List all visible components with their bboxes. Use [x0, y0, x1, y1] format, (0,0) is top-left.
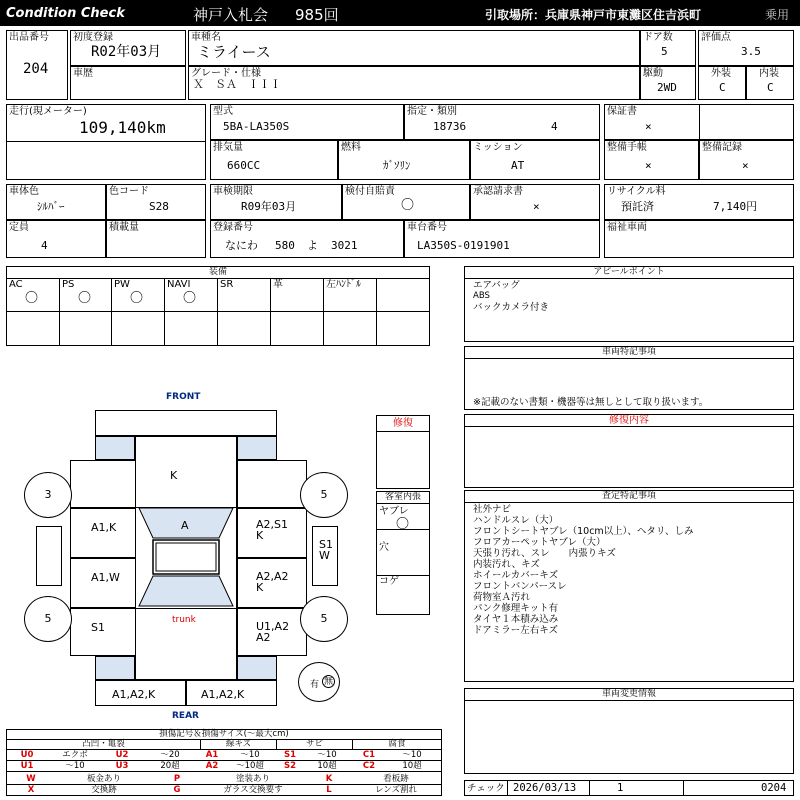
assessment-line-9: 荷物室Ａ汚れ	[473, 592, 531, 603]
record-value: ×	[742, 159, 749, 172]
legend-code-u3: U3	[115, 761, 129, 771]
check-label: チェック	[467, 783, 505, 794]
equipment-cell-lhd	[324, 279, 377, 345]
displacement-value: 660CC	[227, 159, 261, 172]
recycle-amount: 7,140円	[713, 200, 758, 213]
appeal-line-3: バックカメラ付き	[473, 302, 550, 313]
exterior-box	[698, 66, 746, 100]
car-name-value: ミライース	[197, 43, 271, 61]
warranty-divider	[699, 105, 700, 139]
change-title: 車両変更情報	[465, 689, 793, 701]
legend-row-4	[7, 785, 441, 796]
assessment-line-3: フロントシートヤブレ（10cm以上）、ヘタリ、しみ	[473, 526, 694, 537]
equipment-cell-navi	[165, 279, 218, 345]
equip-value-ps: 〇	[78, 291, 92, 306]
score-box	[698, 30, 794, 66]
legend-code-x: X	[27, 785, 35, 795]
insurance-box	[342, 184, 470, 220]
equip-label-ps: PS	[62, 279, 75, 290]
interior-row-3	[377, 576, 429, 614]
plate-area: なにわ	[225, 239, 258, 252]
legend-code-g: G	[173, 785, 181, 795]
legend-group-1: 凸凹・亀裂	[7, 740, 201, 749]
legend-code-k: K	[325, 774, 333, 784]
check-div-2	[589, 781, 590, 795]
history-box	[70, 66, 186, 100]
assessment-line-1: 社外ナビ	[473, 504, 512, 515]
change-info-box	[464, 688, 794, 774]
legend-row-1	[7, 750, 441, 761]
legend-text-x: 交換跡	[91, 785, 117, 795]
equip-label-leather: 革	[273, 279, 283, 290]
rear-bumper-right	[186, 680, 277, 706]
load-box	[106, 220, 206, 258]
pickup-location: 引取場所：兵庫県神戸市東灘区住吉浜町	[485, 8, 702, 22]
color-box	[6, 184, 106, 220]
assessment-line-11: タイヤ１本積み込み	[473, 614, 559, 625]
car-name-label: 車種名	[191, 32, 221, 43]
color-code-label: 色コード	[109, 186, 149, 197]
appeal-line-2: ABS	[473, 291, 490, 301]
legend-text-a2: 〜10超	[236, 761, 264, 771]
color-code-box	[106, 184, 206, 220]
fuel-label: 燃料	[341, 142, 361, 153]
class-value-2: 4	[551, 120, 558, 133]
equipment-cell-ps	[60, 279, 112, 345]
history-label: 車歴	[73, 68, 93, 79]
recycle-box	[604, 184, 794, 220]
legend-text-s1: 〜10	[317, 750, 337, 760]
check-count: 1	[617, 782, 624, 794]
legend-code-u0: U0	[20, 750, 34, 760]
legend-text-g: ガラス交換要す	[223, 785, 283, 795]
inspection-box	[210, 184, 342, 220]
rear-window	[139, 576, 233, 606]
check-div-1	[507, 781, 508, 795]
color-value: ｼﾙﾊﾞｰ	[37, 200, 65, 213]
right-fender	[237, 460, 307, 508]
drive-label: 駆動	[643, 68, 663, 79]
right-quarter-mark: U1,A2 A2	[256, 620, 290, 644]
legend-text-u1: 〜10	[65, 761, 85, 771]
front-label: FRONT	[166, 392, 201, 402]
grade-box	[188, 66, 640, 100]
score-label: 評価点	[701, 32, 731, 43]
legend-text-a1: 〜10	[240, 750, 260, 760]
doors-value: 5	[661, 45, 668, 58]
equipment-cell-leather	[271, 279, 324, 345]
welfare-box	[604, 220, 794, 258]
rear-right-mark: A1,A2,K	[201, 688, 245, 701]
front-right-corner	[237, 436, 277, 460]
rear-label: REAR	[172, 711, 199, 721]
legend-group-2: 線キズ	[201, 740, 277, 749]
fuel-box	[338, 140, 470, 180]
interior-row-2	[377, 542, 429, 576]
interior-label-3: コゲ	[379, 576, 399, 587]
insurance-label: 検付自賠責	[345, 186, 395, 197]
drive-value: 2WD	[657, 81, 677, 94]
assessment-box	[464, 490, 794, 682]
chassis-value: LA350S-0191901	[417, 239, 510, 252]
equip-label-navi: NAVI	[167, 279, 191, 290]
recycle-label: リサイクル料	[607, 186, 666, 197]
assessment-line-5: 天張り汚れ、スレ 内張りキズ	[473, 548, 616, 559]
tire-rear-right: 5	[300, 596, 348, 642]
car-name-box	[188, 30, 640, 66]
rear-left-mark: A1,A2,K	[112, 688, 156, 701]
right-rear-door-mark: A2,A2 K	[256, 570, 289, 594]
legend-code-u2: U2	[115, 750, 129, 760]
model-value: 5BA-LA350S	[223, 120, 290, 133]
tire-front-right: 5	[300, 472, 348, 518]
warranty-value: ×	[645, 120, 652, 133]
capacity-value: 4	[41, 239, 48, 252]
left-rear-door-mark: A1,W	[91, 571, 120, 584]
appeal-box	[464, 266, 794, 342]
capacity-box	[6, 220, 106, 258]
capacity-label: 定員	[9, 222, 29, 233]
special-title: 車両特記事項	[465, 347, 793, 359]
auction-name: 神戸入札会	[193, 6, 269, 24]
repair-box	[376, 415, 430, 489]
lot-number-box	[6, 30, 68, 100]
legend-code-s2: S2	[283, 761, 297, 771]
class-label: 指定・類別	[407, 106, 457, 117]
category: 乗用	[765, 8, 790, 22]
equip-label-pw: PW	[114, 279, 130, 290]
lot-value: 204	[23, 61, 49, 77]
legend-code-w: W	[26, 774, 36, 784]
assessment-title: 査定特記事項	[465, 491, 793, 503]
left-quarter-mark: S1	[91, 621, 105, 634]
legend-row-2	[7, 761, 441, 772]
right-quarter	[237, 608, 307, 656]
equipment-title: 装備	[7, 267, 429, 279]
tire-front-left: 3	[24, 472, 72, 518]
interior-condition-box	[376, 491, 430, 615]
legend-group-4: 腐食	[388, 739, 406, 749]
doors-box	[640, 30, 696, 66]
hood-mark: K	[170, 469, 178, 482]
interior-label-1: ヤブレ	[379, 506, 409, 517]
plate-class: 580	[275, 239, 295, 252]
legend-code-l: L	[326, 785, 332, 795]
displacement-box	[210, 140, 338, 180]
legend-text-u2: 〜20	[160, 750, 180, 760]
plate-label: 登録番号	[213, 222, 253, 233]
mission-box	[470, 140, 600, 180]
trunk-label: trunk	[172, 615, 196, 625]
right-mirror-mark: S1 W	[319, 538, 333, 562]
grade-value: Ｘ ＳＡ ＩＩＩ	[193, 78, 281, 91]
appeal-title: アピールポイント	[465, 267, 793, 279]
welfare-label: 福祉車両	[607, 222, 647, 233]
lot-label: 出品番号	[9, 32, 49, 43]
inspection-value: R09年03月	[241, 200, 297, 213]
left-rear-door	[70, 558, 136, 608]
assessment-line-10: パンク修理キット有	[473, 603, 559, 614]
manual-box	[604, 140, 699, 180]
legend-text-u0: エクボ	[62, 750, 88, 760]
mileage-label: 走行(現メーター)	[9, 106, 87, 117]
legend-row-3	[7, 774, 441, 785]
trunk-area	[135, 608, 237, 680]
manual-label: 整備手帳	[607, 142, 647, 153]
tire-rear-left: 5	[24, 596, 72, 642]
left-fender	[70, 460, 136, 508]
legend-text-k: 看板跡	[383, 774, 409, 784]
auction-lot: 985回	[295, 6, 339, 24]
displacement-label: 排気量	[213, 142, 243, 153]
equip-label-ac: AC	[9, 279, 23, 290]
approval-value: ×	[533, 200, 540, 213]
right-front-door-mark: A2,S1 K	[256, 518, 289, 542]
mileage-divider	[7, 141, 205, 142]
equip-value-pw: 〇	[130, 291, 144, 306]
assessment-line-6: 内装汚れ、キズ	[473, 559, 540, 570]
legend-code-p: P	[173, 774, 181, 784]
color-code-value: S28	[149, 200, 169, 213]
left-front-door-mark: A1,K	[91, 521, 117, 534]
chassis-box	[404, 220, 600, 258]
fuel-value: ｶﾞｿﾘﾝ	[383, 159, 411, 172]
legend-group-3: サビ	[277, 740, 353, 749]
legend-code-a1: A1	[205, 750, 219, 760]
left-front-door	[70, 508, 136, 558]
equip-label-sr: SR	[220, 279, 234, 290]
special-note: ※記載のない書類・機器等は無しとして取り扱います。	[473, 397, 709, 408]
legend-groups	[7, 740, 441, 750]
equip-value-ac: 〇	[25, 291, 39, 306]
repair-content-title: 修復内容	[465, 415, 793, 427]
insurance-value: 〇	[401, 198, 415, 213]
legend-text-s2: 10超	[317, 761, 337, 771]
legend-code-c1: C1	[362, 750, 376, 760]
legend-code-c2: C2	[362, 761, 376, 771]
rear-bumper-left	[95, 680, 186, 706]
damage-legend	[6, 729, 442, 796]
grade-label: グレード・仕様	[191, 68, 261, 79]
check-date: 2026/03/13	[513, 782, 577, 794]
class-value-1: 18736	[433, 120, 467, 133]
mileage-box	[6, 104, 206, 180]
legend-text-l: レンズ割れ	[374, 785, 418, 795]
front-bumper	[95, 410, 277, 436]
interior-value-1: 〇	[396, 517, 410, 532]
legend-text-u3: 20超	[160, 761, 180, 771]
legend-text-c1: 〜10	[402, 750, 422, 760]
check-div-3	[683, 781, 684, 795]
class-box	[404, 104, 600, 140]
approval-box	[470, 184, 600, 220]
equipment-cell-pw	[112, 279, 165, 345]
legend-code-a2: A2	[205, 761, 219, 771]
model-box	[210, 104, 404, 140]
right-rear-door	[237, 558, 307, 608]
legend-code-u1: U1	[20, 761, 34, 771]
right-front-door	[237, 508, 307, 558]
equip-label-lhd: 左ﾊﾝﾄﾞﾙ	[326, 279, 361, 290]
interior-row-1	[377, 504, 429, 530]
first-reg-value: R02年03月	[91, 44, 162, 60]
interior-value: C	[767, 81, 774, 94]
spare-value: 無	[323, 677, 333, 687]
legend-title: 損傷記号＆損傷サイズ(〜最大cm)	[7, 730, 441, 740]
record-box	[699, 140, 794, 180]
spare-label: 有	[310, 680, 320, 690]
doors-label: ドア数	[643, 32, 673, 43]
warranty-label: 保証書	[607, 106, 637, 117]
record-label: 整備記録	[702, 142, 742, 153]
exterior-value: C	[719, 81, 726, 94]
score-value: 3.5	[741, 45, 761, 58]
check-row	[464, 780, 794, 796]
equipment-table	[6, 266, 430, 346]
mission-value: AT	[511, 159, 525, 172]
warranty-box	[604, 104, 794, 140]
mileage-value: 109,140km	[79, 118, 166, 137]
assessment-line-7: ホイールカバーキズ	[473, 570, 559, 581]
plate-kana: よ	[307, 239, 318, 252]
equip-value-navi: 〇	[183, 291, 197, 306]
equipment-cells	[7, 279, 429, 345]
roof-mark: A	[181, 519, 189, 532]
model-label: 型式	[213, 106, 233, 117]
roof-inner	[156, 543, 216, 571]
repair-content-box	[464, 414, 794, 488]
legend-text-w: 板金あり	[86, 774, 121, 784]
manual-value: ×	[645, 159, 652, 172]
plate-box	[210, 220, 404, 258]
assessment-line-8: フロントバンパースレ	[473, 581, 567, 592]
chassis-label: 車台番号	[407, 222, 447, 233]
rear-right-corner	[237, 656, 277, 680]
check-number: 0204	[761, 782, 787, 794]
assessment-line-4: フロアカーペットヤブレ（大）	[473, 537, 606, 548]
drive-box	[640, 66, 696, 100]
first-reg-box	[70, 30, 186, 66]
left-quarter	[70, 608, 136, 656]
appeal-line-1: エアバッグ	[473, 280, 520, 291]
repair-title: 修復	[377, 416, 429, 432]
hood	[135, 436, 237, 508]
front-left-corner	[95, 436, 135, 460]
approval-label: 承認請求書	[473, 186, 523, 197]
assessment-line-2: ハンドルスレ（大）	[473, 515, 559, 526]
interior-box-title: 客室内張	[377, 492, 429, 504]
color-label: 車体色	[9, 186, 39, 197]
right-mirror	[312, 526, 338, 586]
mission-label: ミッション	[473, 142, 523, 153]
plate-number: 3021	[331, 239, 358, 252]
load-label: 積載量	[109, 222, 139, 233]
left-mirror	[36, 526, 62, 586]
assessment-line-12: ドアミラー左右キズ	[473, 625, 559, 636]
spare-tire	[298, 662, 340, 702]
interior-label: 内装	[759, 68, 779, 79]
legend-text-p: 塗装あり	[235, 774, 270, 784]
exterior-label: 外装	[711, 68, 731, 79]
brand-title: Condition Check	[6, 6, 125, 21]
header-bar	[0, 0, 800, 26]
rear-left-corner	[95, 656, 135, 680]
recycle-status: 預託済	[621, 200, 654, 213]
equipment-cell-sr	[218, 279, 271, 345]
legend-code-s1: S1	[283, 750, 297, 760]
inspection-label: 車検期限	[213, 186, 253, 197]
interior-box	[746, 66, 794, 100]
interior-label-2: 穴	[379, 542, 389, 553]
first-reg-label: 初度登録	[73, 32, 113, 43]
legend-text-c2: 10超	[402, 761, 422, 771]
equipment-cell-ac	[7, 279, 60, 345]
special-notes-box	[464, 346, 794, 410]
